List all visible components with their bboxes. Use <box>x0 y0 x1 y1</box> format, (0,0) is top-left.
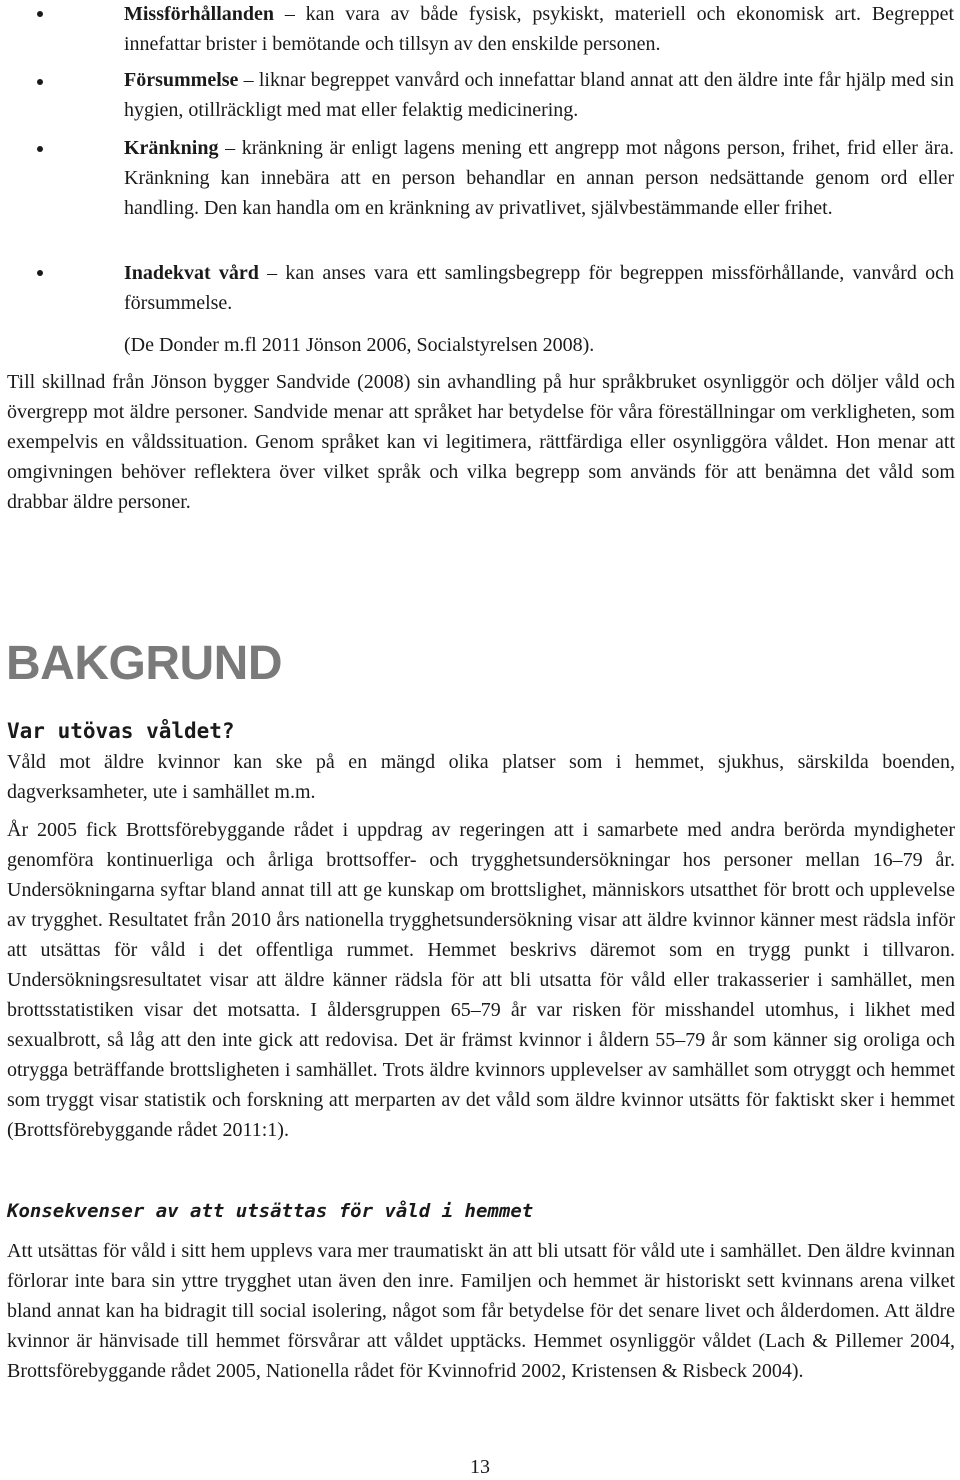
bullet-text <box>124 258 954 318</box>
subsection-heading: Var utövas våldet? <box>7 719 235 743</box>
bullet-description: – kränkning är enligt lagens mening ett angrepp mot någons person, frihet, frid eller ära. Kränkning kan innebära att en person behandlar en annan person nedsättande genom ord eller handling. Den kan handla om en kränkning av privatlivet, självbestämmande eller frihet. <box>124 137 954 219</box>
bullet-icon <box>37 11 43 17</box>
bullet-text <box>124 133 954 223</box>
bullet-text <box>124 65 954 125</box>
bullet-term: Missförhållanden <box>124 3 275 25</box>
citation: (De Donder m.fl 2011 Jönson 2006, Socialstyrelsen 2008). <box>124 334 595 356</box>
page-number: 13 <box>470 1456 490 1478</box>
bullet-term: Försummelse <box>124 69 239 91</box>
bullet-description: – liknar begreppet vanvård och innefattar bland annat att den äldre inte får hjälp med sin hygien, otillräckligt med mat eller felaktig medicinering. <box>124 69 954 121</box>
paragraph-consequences: Att utsättas för våld i sitt hem upplevs vara mer traumatiskt än att bli utsatt för våld ute i samhället. Den äldre kvinnan förlorar inte bara sin yttre trygghet utan även den inre. Familjen och hemmet är historiskt sett kvinnans arena vilket bland annat kan ha bidragit till social isolering, något som får betydelse för det senare livet och ålderdomen. Att äldre kvinnor är hänvisade till hemmet försvårar att våldet upptäcks. Hemmet osynliggör våldet (Lach & Pillemer 2004, Brottsförebyggande rådet 2005, Nationella rådet för Kvinnofrid 2002, Kristensen & Risbeck 2004). <box>7 1240 955 1382</box>
paragraph-intro: Till skillnad från Jönson bygger Sandvide (2008) sin avhandling på hur språkbruket osynliggör och döljer våld och övergrepp mot äldre personer. Sandvide menar att språket har betydelse för våra föreställningar om verkligheten, som exempelvis en våldssituation. Genom språket kan vi legitimera, rättfärdiga eller osynliggöra våldet. Hon menar att omgivningen behöver reflektera över vilket språk och vilka begrepp som används för att benämna det våld som drabbar äldre personer. <box>7 371 955 513</box>
bullet-description: – kan anses vara ett samlingsbegrepp för begreppen missförhållande, vanvård och försummelse. <box>124 262 954 314</box>
bullet-icon <box>37 270 43 276</box>
bullet-icon <box>37 146 43 152</box>
bullet-text <box>124 0 954 59</box>
bullet-term: Kränkning <box>124 137 219 159</box>
bullet-term: Inadekvat vård <box>124 262 259 284</box>
subsection-heading-consequences: Konsekvenser av att utsättas för våld i hemmet <box>7 1200 534 1222</box>
bullet-description: – kan vara av både fysisk, psykiskt, materiell och ekonomisk art. Begreppet innefattar brister i bemötande och tillsyn av den enskilde personen. <box>124 3 954 55</box>
paragraph-where: Våld mot äldre kvinnor kan ske på en mängd olika platser som i hemmet, sjukhus, särskilda boenden, dagverksamheter, ute i samhället m.m. <box>7 751 955 803</box>
paragraph-bra: År 2005 fick Brottsförebyggande rådet i uppdrag av regeringen att i samarbete med andra berörda myndigheter genomföra kontinuerliga och årliga brottsoffer- och trygghetsundersökningar hos personer mellan 16–79 år. Undersökningarna syftar bland annat till att ge kunskap om brottslighet, människors utsatthet för brott och upplevelse av trygghet. Resultatet från 2010 års nationella trygghetsundersökning visar att äldre kvinnor känner mest rädsla inför att utsättas för våld i det offentliga rummet. Hemmet beskrivs däremot som en trygg punkt i tillvaron. Undersökningsresultatet visar att äldre känner rädsla för att bli utsatta för våld eller trakasserier i samhället, men brottsstatistiken visar det motsatta. I åldersgruppen 65–79 år var risken för misshandel utomhus, i likhet med sexualbrott, så låg att den inte gick att redovisa. Det är främst kvinnor i åldern 55–79 år som känner sig oroliga och otrygga beträffande brottsligheten i samhället. Trots äldre kvinnors upplevelser av samhället som otryggt och hemmet som tryggt visar statistik och forskning att merparten av det våld som äldre kvinnor utsätts för faktiskt sker i hemmet (Brottsförebyggande rådet 2011:1). <box>7 819 955 1141</box>
section-heading: BAKGRUND <box>6 637 282 690</box>
bullet-icon <box>37 79 43 85</box>
